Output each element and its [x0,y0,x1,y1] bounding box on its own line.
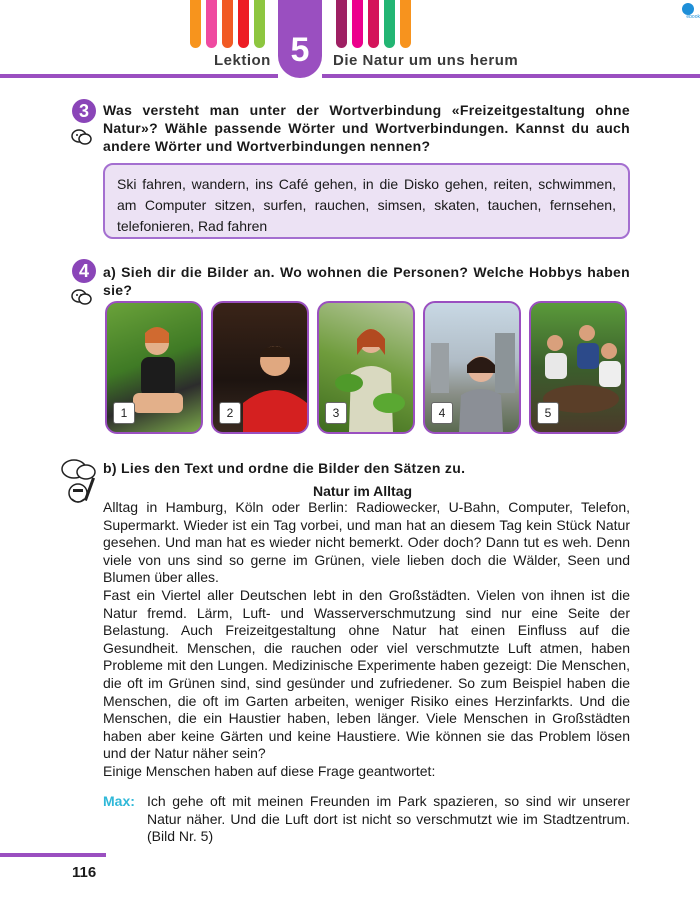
stripe [400,0,411,48]
stripe [190,0,201,48]
discussion-icon [70,127,94,152]
task3-instruction: Was versteht man unter der Wortverbindung «Freizeitgestaltung ohne Natur»? Wähle passende Wörter und Wortverbindungen. Kannst du auch andere Wörter und Wortverbindungen nennen? [103,102,630,154]
stripe [254,0,265,48]
photo-1 [105,301,203,434]
photo-2 [211,301,309,434]
text-title: Natur im Alltag [313,483,413,499]
photo-4 [423,301,521,434]
discussion-icon-svg [70,287,94,307]
stripe [368,0,379,48]
header-chapter-title: Die Natur um uns herum [333,52,519,69]
paragraph-1: Alltag in Hamburg, Köln oder Berlin: Radiowecker, U-Bahn, Computer, Telefon, Supermarkt. Wieder ist ein Tag vorbei, und man hat an diesem Tag kein Stück Natur gesehen. Und man hat es wieder nicht bemerkt. Oder doch? Dann tut es weh. Denn viele von uns sind so gerne im Grünen, viele lieben doch die Wälder, Seen und Blumen über alles. [103,499,630,586]
discussion-icon [70,287,94,312]
speaker-name: Max: [103,793,135,809]
discussion-icon-svg [70,127,94,147]
stripe [336,0,347,48]
photo-number: 3 [325,402,347,424]
stripe [352,0,363,48]
chapter-badge: 5 [278,0,322,78]
photo-number: 5 [537,402,559,424]
page-number: 116 [72,864,97,881]
task-number-3: 3 [72,99,96,123]
header-lesson-label: Lektion [214,52,271,69]
photo-number: 4 [431,402,453,424]
reading-writing-icon [60,457,100,514]
photo-number: 2 [219,402,241,424]
reading-text [103,499,630,781]
paragraph-3: Einige Menschen haben auf diese Frage geantwortet: [103,762,436,779]
chapter-line-left [0,74,278,78]
photo-3 [317,301,415,434]
footer-line [0,853,106,857]
task4b-instruction: b) Lies den Text und ordne die Bilder den Sätzen zu. [103,460,466,476]
photo-5 [529,301,627,434]
stripe [206,0,217,48]
photo-number: 1 [113,402,135,424]
reading-writing-icon-svg [60,457,100,509]
chapter-line-right [322,74,700,78]
word-box: Ski fahren, wandern, ins Café gehen, in die Disko gehen, reiten, schwimmen, am Computer sitzen, surfen, rauchen, simsen, skaten, tauchen, fernsehen, telefonieren, Rad fahren [103,163,630,239]
publisher-logo-text: ebook [686,14,700,20]
stripe [238,0,249,48]
stripe [222,0,233,48]
stripe [384,0,395,48]
speaker-statement: Ich gehe oft mit meinen Freunden im Park spazieren, so sind wir unserer Natur näher. Und die Luft dort ist nicht so verschmutzt wie im Stadtzentrum. (Bild Nr. 5) [147,793,630,845]
task-number-4: 4 [72,259,96,283]
task4a-instruction: a) Sieh dir die Bilder an. Wo wohnen die Personen? Welche Hobbys haben sie? [103,264,630,298]
paragraph-2: Fast ein Viertel aller Deutschen lebt in den Großstädten. Vielen von ihnen ist die Natur fremd. Lärm, Luft- und Wasserverschmutzung sind nur eine Seite der Belastung. Auch Freizeitgestaltung ohne Natur hat einen Einfluss auf die Gesundheit. Menschen, die rauchen oder viel verschmutzte Luft atmen, haben Probleme mit den Lungen. Medizinische Experimente haben gezeigt: Die Menschen, die oft im Grünen sind, sind gesünder und zufriedener. So zum Beispiel haben die Menschen, die oft im Garten arbeiten, weniger Risiko eines Herzinfarkts. Und die Menschen, die ein Haustier haben, leben länger. Viele Menschen in Großstädten haben aber keine Gärten und keine Haustiere. Wie können sie das Problem lösen und der Natur näher sein? [103,586,630,762]
